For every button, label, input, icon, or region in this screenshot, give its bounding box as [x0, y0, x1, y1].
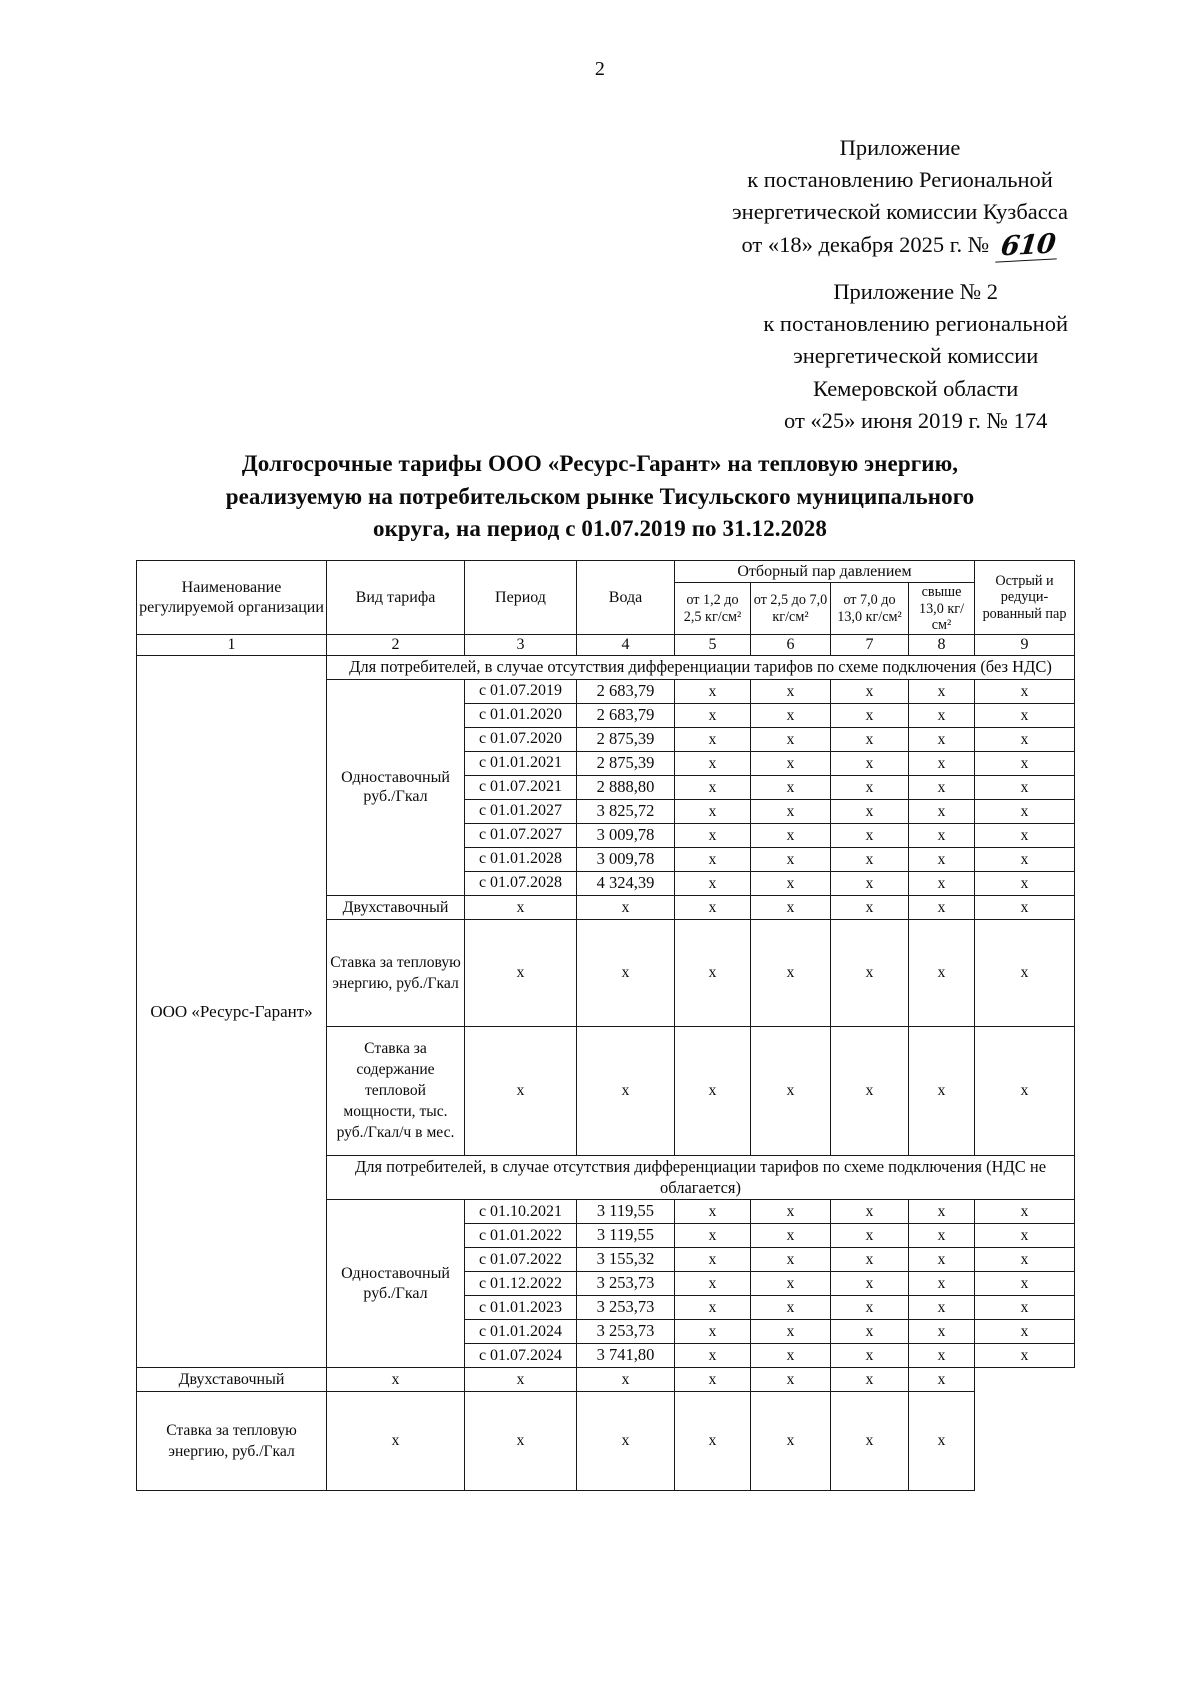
appendix-header-primary [732, 132, 1068, 261]
th-organization: Наименование регулируемой организации [137, 561, 327, 635]
cell-steam-3: х [831, 775, 909, 799]
cell-sharp-steam: х [975, 1200, 1075, 1224]
cell-sharp-steam: х [975, 1026, 1075, 1155]
cell-period: с 01.07.2027 [465, 823, 577, 847]
cell-steam-2: х [751, 871, 831, 895]
cell-steam-4: х [909, 775, 975, 799]
cell-steam-1: х [675, 1248, 751, 1272]
cell-organization-name: ООО «Ресурс-Гарант» [137, 656, 327, 1368]
colnum-5: 5 [675, 635, 751, 656]
cell-steam-3: х [831, 847, 909, 871]
cell-steam-2: х [751, 799, 831, 823]
cell-steam-4: х [909, 871, 975, 895]
cell-steam-3: х [831, 1320, 909, 1344]
cell-water-value: 3 253,73 [577, 1320, 675, 1344]
table-row [137, 1392, 1075, 1491]
cell-steam-3: х [831, 799, 909, 823]
cell-steam-2: х [751, 1272, 831, 1296]
header2-line-2: к постановлению региональной [763, 311, 1068, 337]
cell-steam-4: х [909, 823, 975, 847]
cell-steam-1: х [675, 1296, 751, 1320]
cell-sharp-steam: х [975, 1224, 1075, 1248]
cell-steam-4: х [909, 847, 975, 871]
cell-steam-2: х [675, 1392, 751, 1491]
cell-steam-4: х [909, 679, 975, 703]
cell-steam-3: х [831, 751, 909, 775]
cell-sharp-steam: х [975, 847, 1075, 871]
cell-sharp-steam: х [975, 1248, 1075, 1272]
cell-water-value: х [577, 919, 675, 1026]
table-header-row-1 [137, 561, 1075, 583]
cell-steam-3: х [831, 1344, 909, 1368]
cell-steam-3: х [831, 1272, 909, 1296]
th-sharp-steam: Острый и редуци-рованный пар [975, 561, 1075, 635]
cell-single-rate-label-2: Одноставочный руб./Гкал [327, 1200, 465, 1368]
cell-steam-4: х [909, 919, 975, 1026]
cell-steam-2: х [751, 823, 831, 847]
cell-steam-3: х [831, 895, 909, 919]
decree-number-handwritten: 610 [995, 230, 1060, 262]
cell-sharp-steam: х [975, 919, 1075, 1026]
cell-sharp-steam: х [975, 1344, 1075, 1368]
cell-period: с 01.01.2028 [465, 847, 577, 871]
cell-steam-2: х [751, 1296, 831, 1320]
colnum-8: 8 [909, 635, 975, 656]
cell-period: х [465, 1026, 577, 1155]
cell-sharp-steam: х [975, 799, 1075, 823]
cell-water-value: х [577, 895, 675, 919]
cell-steam-2: х [751, 1320, 831, 1344]
cell-steam-1: х [675, 1224, 751, 1248]
cell-water-value: 3 741,80 [577, 1344, 675, 1368]
header1-line-3: энергетической комиссии Кузбасса [732, 199, 1068, 225]
cell-steam-1: х [675, 919, 751, 1026]
cell-period: х [327, 1392, 465, 1491]
cell-steam-1: х [675, 703, 751, 727]
th-steam-above-13-0: свыше 13,0 кг/см² [909, 583, 975, 635]
cell-steam-2: х [751, 1344, 831, 1368]
cell-period: х [465, 895, 577, 919]
cell-period: с 01.07.2022 [465, 1248, 577, 1272]
cell-water-value: х [465, 1392, 577, 1491]
cell-sharp-steam: х [975, 679, 1075, 703]
cell-steam-3: х [831, 679, 909, 703]
tariff-table [136, 560, 1075, 1491]
decree-date-prefix: от «18» декабря 2025 г. № [741, 231, 990, 257]
cell-steam-4: х [909, 703, 975, 727]
cell-water-value: х [577, 1026, 675, 1155]
cell-rate-capacity-label-1: Ставка за содержание тепловой мощности, тыс. руб./Гкал/ч в мес. [327, 1026, 465, 1155]
cell-steam-1: х [675, 799, 751, 823]
cell-sharp-steam: х [975, 727, 1075, 751]
cell-steam-4: х [831, 1392, 909, 1491]
cell-steam-4: х [909, 1296, 975, 1320]
cell-steam-1: х [675, 679, 751, 703]
th-steam-7-0-to-13-0: от 7,0 до 13,0 кг/см² [831, 583, 909, 635]
section-note-row [137, 656, 1075, 680]
cell-steam-2: х [751, 847, 831, 871]
cell-period: с 01.01.2020 [465, 703, 577, 727]
cell-steam-1: х [675, 1272, 751, 1296]
section-1-note: Для потребителей, в случае отсутствия дифференциации тарифов по схеме подключения (без НДС) [327, 656, 1075, 680]
cell-steam-3: х [831, 871, 909, 895]
cell-steam-1: х [675, 1320, 751, 1344]
th-tariff-kind: Вид тарифа [327, 561, 465, 635]
cell-steam-3: х [751, 1392, 831, 1491]
cell-steam-2: х [751, 1200, 831, 1224]
cell-steam-3: х [831, 1248, 909, 1272]
cell-sharp-steam: х [975, 703, 1075, 727]
th-steam-2-5-to-7-0: от 2,5 до 7,0 кг/см² [751, 583, 831, 635]
cell-sharp-steam: х [975, 1320, 1075, 1344]
cell-steam-3: х [831, 823, 909, 847]
cell-steam-2: х [751, 775, 831, 799]
cell-steam-4: х [909, 895, 975, 919]
cell-steam-4: х [909, 1026, 975, 1155]
cell-sharp-steam: х [975, 775, 1075, 799]
cell-steam-4: х [909, 751, 975, 775]
cell-steam-1: х [577, 1368, 675, 1392]
appendix-header-secondary [763, 276, 1068, 437]
cell-steam-1: х [675, 1026, 751, 1155]
cell-steam-3: х [831, 703, 909, 727]
cell-steam-1: х [675, 823, 751, 847]
title-line-2: реализуемую на потребительском рынке Тисульского муниципального [225, 483, 975, 509]
colnum-3: 3 [465, 635, 577, 656]
cell-steam-4: х [909, 1248, 975, 1272]
tariff-table-body [137, 656, 1075, 1491]
cell-sharp-steam: х [975, 1272, 1075, 1296]
cell-steam-3: х [831, 1296, 909, 1320]
colnum-2: 2 [327, 635, 465, 656]
cell-steam-2: х [751, 679, 831, 703]
cell-period: с 01.10.2021 [465, 1200, 577, 1224]
cell-period: с 01.01.2027 [465, 799, 577, 823]
cell-steam-4: х [909, 1320, 975, 1344]
cell-steam-2: х [751, 751, 831, 775]
cell-water-value: 2 888,80 [577, 775, 675, 799]
cell-sharp-steam: х [975, 871, 1075, 895]
header2-line-3: энергетической комиссии [793, 343, 1039, 369]
cell-sharp-steam: х [975, 895, 1075, 919]
cell-sharp-steam: х [975, 823, 1075, 847]
th-water: Вода [577, 561, 675, 635]
cell-steam-1: х [577, 1392, 675, 1491]
cell-period: с 01.01.2021 [465, 751, 577, 775]
cell-water-value: 3 119,55 [577, 1224, 675, 1248]
tariff-table-container [136, 560, 1074, 1491]
cell-steam-3: х [831, 727, 909, 751]
cell-steam-3: х [751, 1368, 831, 1392]
cell-sharp-steam: х [975, 1296, 1075, 1320]
cell-steam-3: х [831, 1200, 909, 1224]
cell-sharp-steam: х [975, 751, 1075, 775]
title-line-1: Долгосрочные тарифы ООО «Ресурс-Гарант» на тепловую энергию, [241, 451, 959, 476]
cell-steam-1: х [675, 751, 751, 775]
header1-decree-line [732, 229, 1068, 261]
cell-water-value: 3 825,72 [577, 799, 675, 823]
th-steam-group: Отборный пар давлением [675, 561, 975, 583]
header2-line-4: Кемеровской области [813, 375, 1019, 401]
cell-steam-4: х [909, 1344, 975, 1368]
cell-water-value: 2 683,79 [577, 703, 675, 727]
document-title [150, 448, 1050, 546]
cell-single-rate-label-1: Одноставочный руб./Гкал [327, 679, 465, 895]
table-row [137, 1368, 1075, 1392]
colnum-1: 1 [137, 635, 327, 656]
cell-steam-1: х [675, 1344, 751, 1368]
cell-steam-4: х [831, 1368, 909, 1392]
cell-water-value: 2 875,39 [577, 727, 675, 751]
cell-steam-4: х [909, 1272, 975, 1296]
cell-period: с 01.01.2024 [465, 1320, 577, 1344]
cell-rate-energy-label-1: Ставка за тепловую энергию, руб./Гкал [327, 919, 465, 1026]
cell-water-value: 3 009,78 [577, 823, 675, 847]
cell-period: х [327, 1368, 465, 1392]
cell-steam-1: х [675, 775, 751, 799]
title-line-3: округа, на период с 01.07.2019 по 31.12.2028 [372, 516, 828, 542]
header2-line-5: от «25» июня 2019 г. № 174 [784, 407, 1048, 433]
th-steam-1-2-to-2-5: от 1,2 до 2,5 кг/см² [675, 583, 751, 635]
cell-steam-4: х [909, 727, 975, 751]
cell-water-value: 3 253,73 [577, 1296, 675, 1320]
header1-line-1: Приложение [839, 135, 961, 160]
cell-period: с 01.12.2022 [465, 1272, 577, 1296]
cell-sharp-steam: х [909, 1392, 975, 1491]
cell-two-rate-label-1: Двухставочный [327, 895, 465, 919]
colnum-6: 6 [751, 635, 831, 656]
cell-steam-2: х [675, 1368, 751, 1392]
cell-steam-2: х [751, 895, 831, 919]
cell-period: с 01.01.2023 [465, 1296, 577, 1320]
cell-period: с 01.07.2028 [465, 871, 577, 895]
header2-line-1: Приложение № 2 [833, 279, 999, 304]
cell-steam-4: х [909, 799, 975, 823]
cell-water-value: 3 009,78 [577, 847, 675, 871]
cell-steam-1: х [675, 1200, 751, 1224]
cell-steam-2: х [751, 1026, 831, 1155]
cell-period: х [465, 919, 577, 1026]
cell-steam-1: х [675, 727, 751, 751]
cell-steam-2: х [751, 919, 831, 1026]
header1-line-2: к постановлению Региональной [747, 167, 1053, 193]
cell-water-value: 2 683,79 [577, 679, 675, 703]
cell-steam-1: х [675, 871, 751, 895]
cell-period: с 01.01.2022 [465, 1224, 577, 1248]
cell-period: с 01.07.2024 [465, 1344, 577, 1368]
cell-steam-4: х [909, 1224, 975, 1248]
colnum-7: 7 [831, 635, 909, 656]
th-period: Период [465, 561, 577, 635]
cell-steam-1: х [675, 847, 751, 871]
cell-two-rate-label-2: Двухставочный [137, 1368, 327, 1392]
cell-period: с 01.07.2020 [465, 727, 577, 751]
cell-steam-2: х [751, 703, 831, 727]
cell-water-value: 2 875,39 [577, 751, 675, 775]
cell-rate-energy-label-2: Ставка за тепловую энергию, руб./Гкал [137, 1392, 327, 1491]
cell-steam-2: х [751, 1224, 831, 1248]
cell-steam-2: х [751, 727, 831, 751]
cell-water-value: 3 253,73 [577, 1272, 675, 1296]
cell-water-value: 3 155,32 [577, 1248, 675, 1272]
cell-steam-4: х [909, 1200, 975, 1224]
page-number: 2 [594, 58, 606, 80]
section-2-note: Для потребителей, в случае отсутствия дифференциации тарифов по схеме подключения (НДС не облагается) [327, 1155, 1075, 1199]
table-column-number-row [137, 635, 1075, 656]
cell-water-value: х [465, 1368, 577, 1392]
cell-steam-1: х [675, 895, 751, 919]
cell-water-value: 3 119,55 [577, 1200, 675, 1224]
cell-period: с 01.07.2019 [465, 679, 577, 703]
cell-period: с 01.07.2021 [465, 775, 577, 799]
colnum-4: 4 [577, 635, 675, 656]
cell-steam-3: х [831, 919, 909, 1026]
cell-sharp-steam: х [909, 1368, 975, 1392]
colnum-9: 9 [975, 635, 1075, 656]
cell-steam-3: х [831, 1026, 909, 1155]
cell-steam-3: х [831, 1224, 909, 1248]
cell-steam-2: х [751, 1248, 831, 1272]
cell-water-value: 4 324,39 [577, 871, 675, 895]
